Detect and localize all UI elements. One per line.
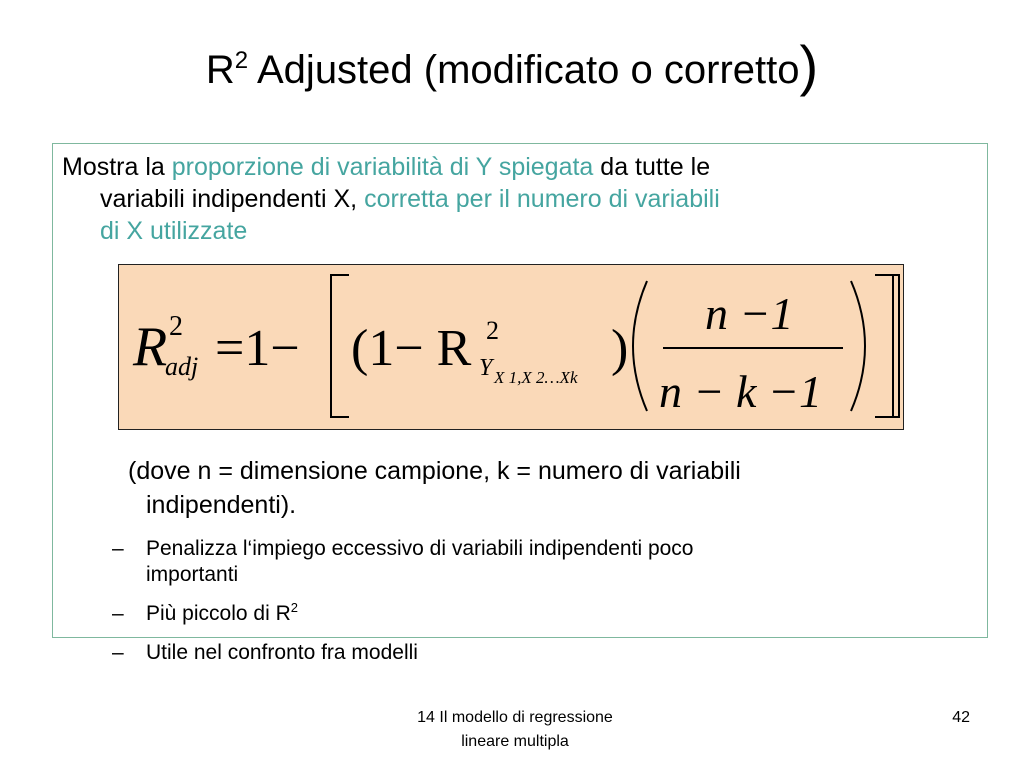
bullet-highlight-3: di X utilizzate (100, 217, 248, 245)
sub-bullet-1 (112, 536, 982, 588)
formula-one-minus-R: (1− R (351, 320, 472, 377)
right-bracket-inner (875, 275, 893, 417)
title-closing-paren: ) (799, 34, 819, 97)
note-line-1: (dove n = dimensione campione, k = numero di variabili (128, 457, 741, 485)
page-number: 42 (952, 709, 970, 726)
left-paren-large (633, 281, 647, 411)
bullet-text-2: da tutte le (593, 153, 711, 181)
formula-denominator: n − k −1 (659, 366, 822, 417)
sub-bullet-2-superscript: 2 (290, 600, 298, 615)
formula-Y: Y (479, 355, 493, 381)
formula-squared: 2 (169, 311, 183, 342)
left-bracket (331, 275, 349, 417)
sub-bullet-1-line-1: Penalizza l‘impiego eccessivo di variabili indipendenti poco (146, 537, 694, 560)
slide-title (0, 34, 1024, 98)
bullet-highlight-2: corretta per il numero di variabili (364, 185, 720, 213)
formula-numerator: n −1 (705, 288, 794, 339)
right-bracket-outer (883, 275, 899, 417)
formula-equals-one-minus: =1− (215, 320, 300, 377)
bullet-text-3: variabili indipendenti X, (100, 185, 365, 213)
sub-bullet-2 (112, 601, 982, 627)
formula-box (118, 264, 904, 430)
footer-title (350, 706, 680, 754)
formula-squared-2: 2 (486, 316, 499, 345)
title-superscript: 2 (234, 47, 249, 74)
sub-bullet-3 (112, 640, 982, 666)
footer-line-2: lineare multipla (461, 733, 569, 750)
formula-svg (119, 265, 905, 431)
right-paren-large (851, 281, 865, 411)
main-bullet (62, 151, 972, 247)
bullet-highlight-1: proporzione di variabilità di Y spiegata (171, 153, 594, 181)
formula-close-paren: ) (611, 320, 629, 377)
note-paragraph (128, 454, 988, 522)
sub-bullet-3-text: Utile nel confronto fra modelli (146, 641, 418, 664)
title-text: Adjusted (modificato o corretto (248, 48, 800, 92)
dash: – (112, 641, 124, 664)
formula-subscript-vars: X 1,X 2…Xk (494, 368, 578, 387)
sub-bullet-1-line-2: importanti (146, 563, 239, 586)
dash: – (112, 537, 124, 560)
title-r: R (205, 48, 235, 92)
footer-line-1: 14 Il modello di regressione (417, 709, 613, 726)
formula-adj: adj (165, 352, 199, 381)
note-line-2: indipendenti). (146, 491, 297, 519)
bullet-text-1: Mostra la (62, 153, 172, 181)
formula-R: R (133, 316, 168, 378)
dash: – (112, 602, 124, 625)
sub-bullet-2-text: Più piccolo di R (146, 602, 291, 625)
